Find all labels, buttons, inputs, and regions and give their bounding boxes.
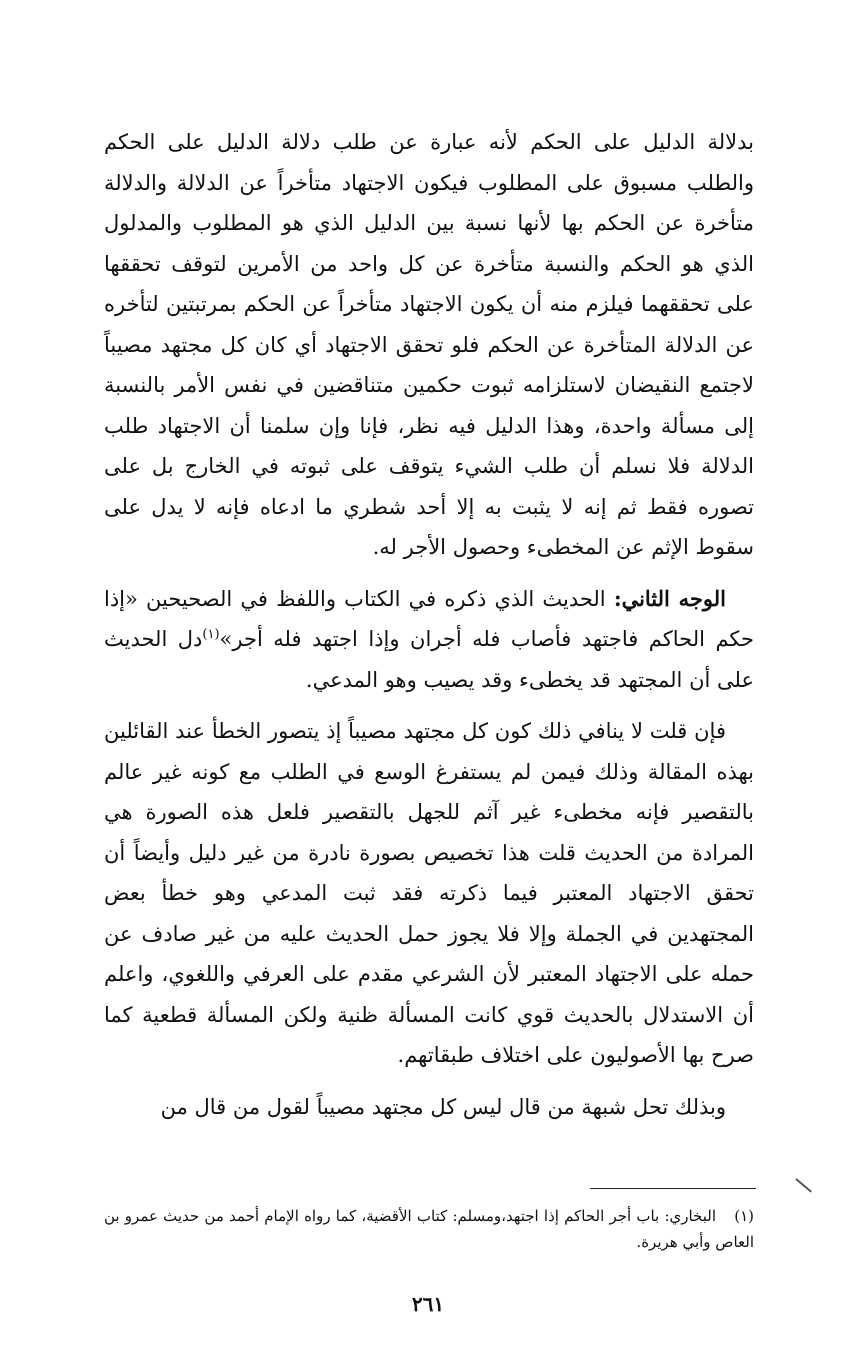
paragraph-1: بدلالة الدليل على الحكم لأنه عبارة عن طلب دلالة الدليل على الحكم والطلب مسبوق على المطلوب فيكون الاجتهاد متأخراً عن الدلالة والدلالة متأخرة عن الحكم بها لأنها نسبة بين الدليل الذي هو المطلوب والمدلول الذي هو الحكم والنسبة متأخرة عن كل واحد من الأمرين لتوقف تحققها على تحققهما فيلزم منه أن يكون الاجتهاد متأخراً عن الحكم بمرتبتين لتأخره عن الدلالة المتأخرة عن الحكم فلو تحقق الاجتهاد أي كان كل مجتهد مصيباً لاجتمع النقيضان لاستلزامه ثبوت حكمين متناقضين في نفس الأمر بالنسبة إلى مسألة واحدة، وهذا الدليل فيه نظر، فإنا وإن سلمنا أن الاجتهاد طلب الدلالة فلا نسلم أن طلب الشيء يتوقف على ثبوته في الخارج بل على تصوره فقط ثم إنه لا يثبت به إلا أحد شطري ما ادعاه فإنه لا يدل على سقوط الإثم عن المخطىء وحصول الأجر له.: [104, 130, 754, 559]
paragraph-2-text-b: دل الحديث على أن المجتهد قد يخطىء وقد يصيب وهو المدعي.: [104, 627, 754, 692]
footnote: [104, 1203, 754, 1255]
page-number: ٢٦١: [411, 1292, 445, 1316]
main-text: [104, 122, 754, 1127]
footnote-text: البخاري: باب أجر الحاكم إذا اجتهد،ومسلم: كتاب الأقضية، كما رواه الإمام أحمد من حديث عمرو بن العاص وأبي هريرة.: [104, 1207, 754, 1251]
scan-artifact: [795, 1178, 812, 1192]
footnote-reference: (١): [202, 627, 220, 642]
paragraph-2-text-a: الحديث الذي ذكره في الكتاب واللفظ في الصحيحين «إذا حكم الحاكم فاجتهد فأصاب فله أجران وإذا اجتهد فله أجر»: [104, 586, 754, 651]
footnote-number: (١): [734, 1207, 754, 1225]
paragraph-2: [104, 579, 754, 701]
footnote-divider: [590, 1188, 756, 1189]
paragraph-3: فإن قلت لا ينافي ذلك كون كل مجتهد مصيباً إذ يتصور الخطأ عند القائلين بهذه المقالة وذلك فيمن لم يستفرغ الوسع في الطلب مع كونه غير عالم بالتقصير فإنه مخطىء غير آثم للجهل بالتقصير فلعل هذه الصورة هي المرادة من الحديث قلت هذا تخصيص بصورة نادرة من غير دليل وأيضاً أن تحقق الاجتهاد المعتبر فيما ذكرته فقد ثبت المدعي وهو خطأ بعض المجتهدين في الجملة وإلا فلا يجوز حمل الحديث عليه من غير صادف عن حمله على الاجتهاد المعتبر لأن الشرعي مقدم على العرفي واللغوي، واعلم أن الاستدلال بالحديث قوي كانت المسألة ظنية ولكن المسألة قطعية كما صرح بها الأصوليون على اختلاف طبقاتهم.: [104, 719, 754, 1067]
paragraph-4: وبذلك تحل شبهة من قال ليس كل مجتهد مصيباً لقول من قال من: [160, 1094, 726, 1119]
section-heading: الوجه الثاني:: [613, 585, 727, 611]
